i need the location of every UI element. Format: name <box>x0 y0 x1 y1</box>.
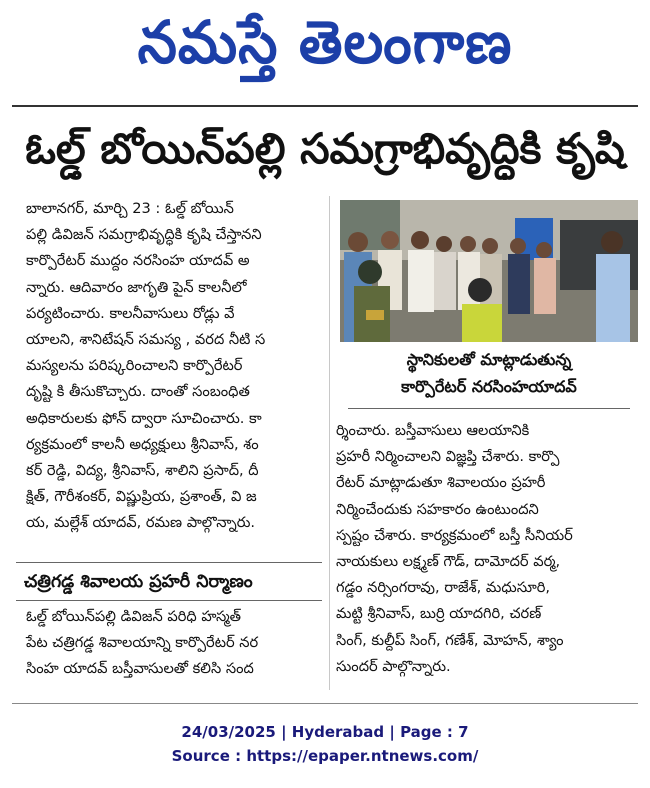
page-footer <box>0 720 650 768</box>
article-body-right <box>336 418 636 680</box>
body-paragraph: ఓల్డ్ బోయిన్‌పల్లి డివిజన్ పరిధి హస్మత్ పేట చత్రిగడ్డ శివాలయాన్ని కార్పొరేటర్ నర సింహ యాదవ్ బస్తీవాసులతో కలిసి సంద <box>26 608 259 678</box>
masthead-divider <box>12 105 638 107</box>
article-headline: ఓల్డ్ బోయిన్‌పల్లి సమగ్రాభివృద్ధికి కృషి <box>25 124 625 173</box>
newspaper-logo: నమస్తే తెలంగాణ <box>137 8 513 77</box>
people-photo-illustration <box>340 200 638 342</box>
caption-line: కార్పొరేటర్ నరసింహయాదవ్ <box>401 377 577 396</box>
caption-rule <box>348 408 630 409</box>
body-paragraph: బాలానగర్, మార్చి 23 : ఓల్డ్ బోయిన్ పల్లి డివిజన్ సమగ్రాభివృద్ధికి కృషి చేస్తానని కార్పొరేటర్ ముద్దం నరసింహ యాదవ్ అ న్నారు. ఆదివారం జాగృతి పైన్ కాలనీలో పర్యటించారు. కాలనీవాసులు రోడ్లు వే యాలని, శానిటేషన్ సమస్య , వరద నీటి స మస్యలను పరిష్కరించాలని కార్పొరేటర్ దృష్టి కి తీసుకొచ్చారు. దాంతో సంబంధిత అధికారులకు ఫోన్ ద్వారా సూచించారు. కా ర్యక్రమంలో కాలనీ అధ్యక్షులు శ్రీనివాస్, శం కర్ రెడ్డి, విద్య, శ్రీనివాస్, శాలిని ప్రసాద్, దీ క్షిత్, గౌరీశంకర్, విష్ణుప్రియ, ప్రశాంత్, వి జ య, మల్లేశ్ యాదవ్, రమణ పాల్గొన్నారు. <box>26 200 266 532</box>
article-body-left <box>26 196 318 537</box>
footer-source-line: Source : https://epaper.ntnews.com/ <box>171 747 479 765</box>
news-photo <box>340 200 638 342</box>
masthead <box>0 0 650 100</box>
column-divider <box>329 196 330 690</box>
photo-caption <box>340 346 638 400</box>
subheading-rule-top <box>16 562 322 563</box>
footer-date-line: 24/03/2025 | Hyderabad | Page : 7 <box>181 723 469 741</box>
subheading-rule-bottom <box>16 600 322 601</box>
body-paragraph: ర్శించారు. బస్తీవాసులు ఆలయానికి ప్రహరీ నిర్మించాలని విజ్ఞప్తి చేశారు. కార్పొ రేటర్ మాట్లాడుతూ శివాలయం ప్రహరీ నిర్మించేందుకు సహకారం ఉంటుందని స్పష్టం చేశారు. కార్యక్రమంలో బస్తీ సీనియర్ నాయకులు లక్ష్మణ్ గౌడ్, దామోదర్ వర్మ, గడ్డం నర్సింగరావు, రాజేశ్, మధుసూరి, మట్టి శ్రీనివాస్, బుర్రి యాదగిరి, చరణ్ సింగ్, కుల్దీప్ సింగ్, గణేశ్, మోహన్, శ్యాం సుందర్ పాల్గొన్నారు. <box>336 422 573 675</box>
footer-divider <box>12 703 638 704</box>
caption-line: స్థానికులతో మాట్లాడుతున్న <box>406 350 572 369</box>
article-body-left-2 <box>26 604 318 683</box>
article-subheading: చత్రిగడ్డ శివాలయ ప్రహరీ నిర్మాణం <box>24 572 253 592</box>
